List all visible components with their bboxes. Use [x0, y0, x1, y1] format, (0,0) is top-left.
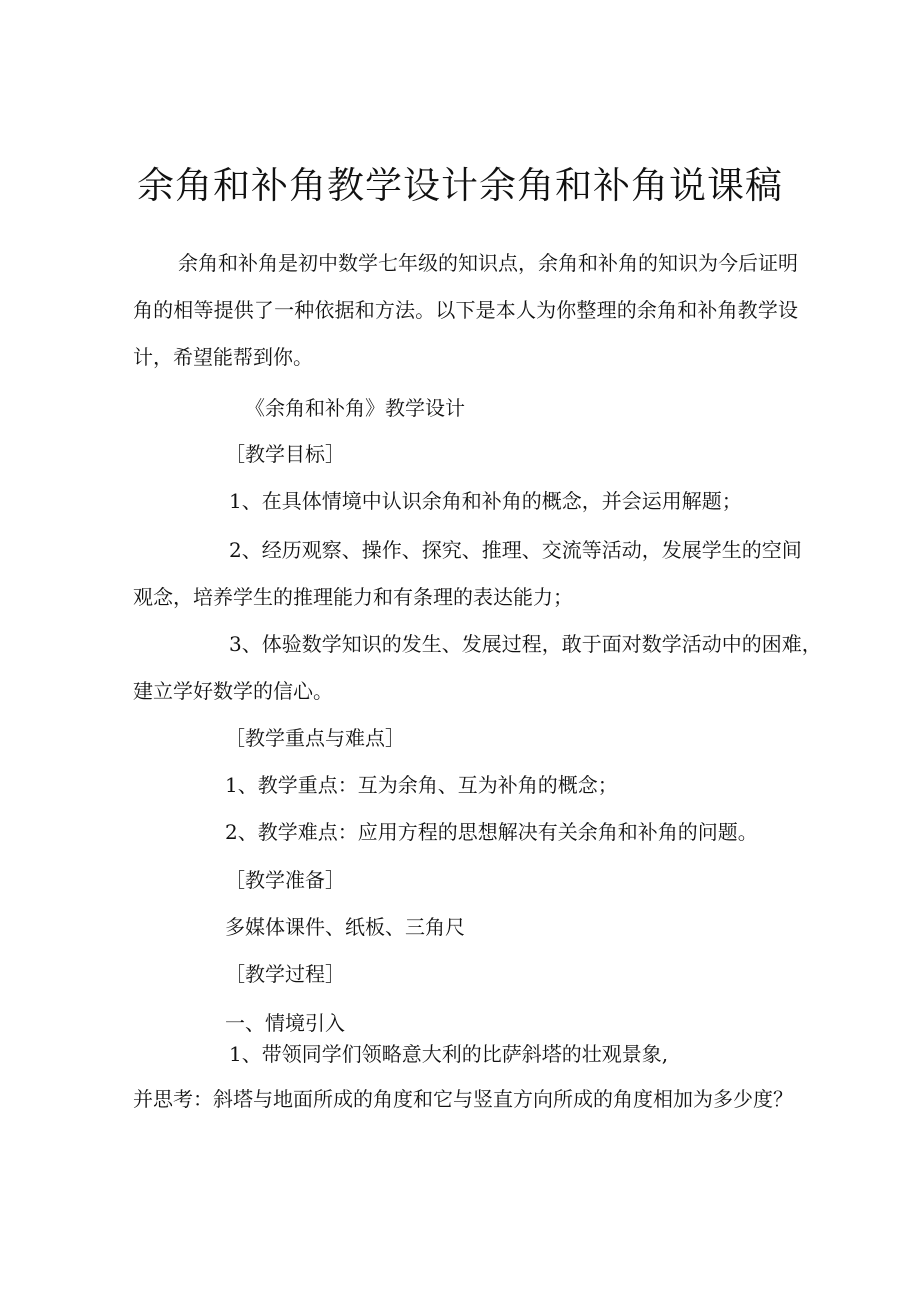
process-step-1-line-1: 1、带领同学们领略意大利的比萨斜塔的壮观景象,: [229, 1042, 669, 1066]
objective-item-3-line-2: 建立学好数学的信心。: [133, 679, 333, 703]
intro-line-3: 计，希望能帮到你。: [133, 345, 313, 369]
objective-item-2-line-1: 2、经历观察、操作、探究、推理、交流等活动，发展学生的空间: [229, 538, 802, 562]
key-point-item-2: 2、教学难点：应用方程的思想解决有关余角和补角的问题。: [225, 820, 758, 844]
process-step-1-line-2: 并思考：斜塔与地面所成的角度和它与竖直方向所成的角度相加为多少度？: [133, 1087, 793, 1111]
objective-item-1: 1、在具体情境中认识余角和补角的概念，并会运用解题；: [229, 489, 742, 513]
document-title: 余角和补角教学设计余角和补角说课稿: [137, 164, 783, 207]
objective-item-3-line-1: 3、体验数学知识的发生、发展过程，敢于面对数学活动中的困难，: [229, 632, 822, 656]
key-point-item-1: 1、教学重点：互为余角、互为补角的概念；: [225, 773, 618, 797]
preparation-heading: ［教学准备］: [225, 868, 345, 892]
design-subtitle: 《余角和补角》教学设计: [245, 396, 465, 420]
objective-item-2-line-2: 观念，培养学生的推理能力和有条理的表达能力；: [133, 585, 573, 609]
key-points-heading: ［教学重点与难点］: [225, 726, 405, 750]
preparation-content: 多媒体课件、纸板、三角尺: [225, 915, 465, 939]
intro-line-1: 余角和补角是初中数学七年级的知识点，余角和补角的知识为今后证明: [178, 251, 798, 275]
process-part-1: 一、情境引入: [225, 1011, 345, 1035]
objectives-heading: ［教学目标］: [225, 442, 345, 466]
process-heading: ［教学过程］: [225, 962, 345, 986]
intro-line-2: 角的相等提供了一种依据和方法。以下是本人为你整理的余角和补角教学设: [133, 298, 798, 322]
